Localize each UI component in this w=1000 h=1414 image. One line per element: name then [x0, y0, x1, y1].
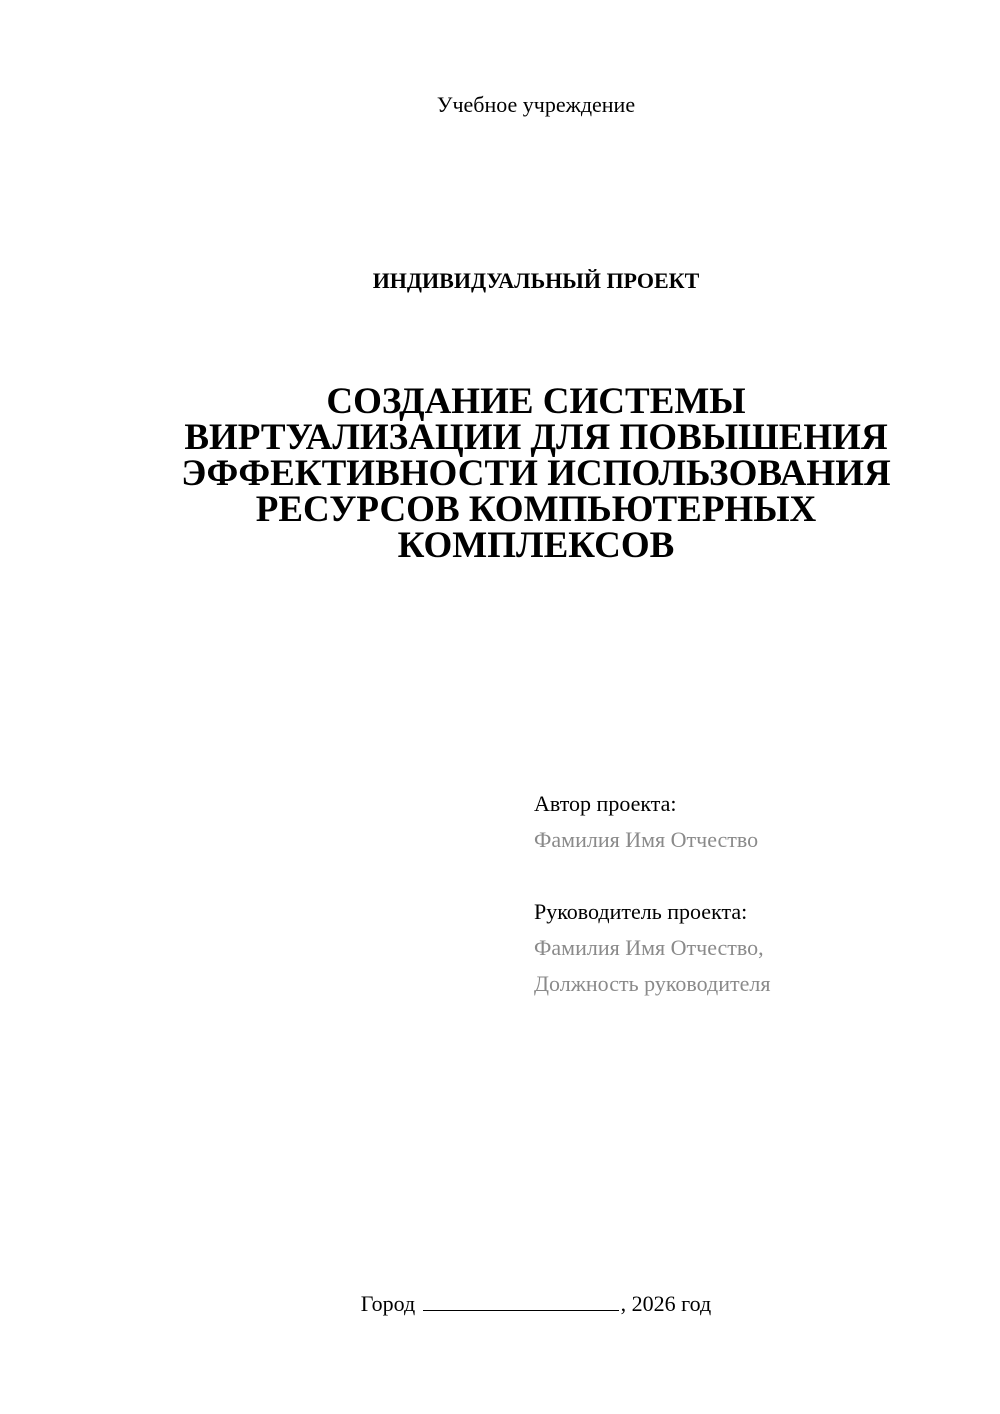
project-title-line: РЕСУРСОВ КОМПЬЮТЕРНЫХ	[255, 489, 817, 530]
project-title-line: СОЗДАНИЕ СИСТЕМЫ	[326, 381, 746, 422]
author-label: Автор проекта:	[534, 791, 677, 816]
author-name-placeholder: Фамилия Имя Отчество	[534, 827, 759, 852]
author-block	[534, 786, 758, 858]
project-type-heading: ИНДИВИДУАЛЬНЫЙ ПРОЕКТ	[372, 268, 700, 293]
project-title-line: КОМПЛЕКСОВ	[397, 525, 675, 566]
project-title-line: ВИРТУАЛИЗАЦИИ ДЛЯ ПОВЫШЕНИЯ	[184, 417, 888, 458]
city-year-line	[0, 1291, 1000, 1317]
city-label: Город	[360, 1291, 416, 1316]
project-title	[150, 381, 922, 566]
year-text: , 2026 год	[620, 1291, 712, 1316]
supervisor-position-placeholder: Должность руководителя	[534, 971, 771, 996]
city-blank-line	[423, 1292, 619, 1311]
supervisor-name-placeholder: Фамилия Имя Отчество,	[534, 935, 764, 960]
supervisor-block	[534, 894, 770, 1002]
project-title-line: ЭФФЕКТИВНОСТИ ИСПОЛЬЗОВАНИЯ	[181, 453, 891, 494]
institution-name: Учебное учреждение	[436, 92, 636, 117]
supervisor-label: Руководитель проекта:	[534, 899, 748, 924]
